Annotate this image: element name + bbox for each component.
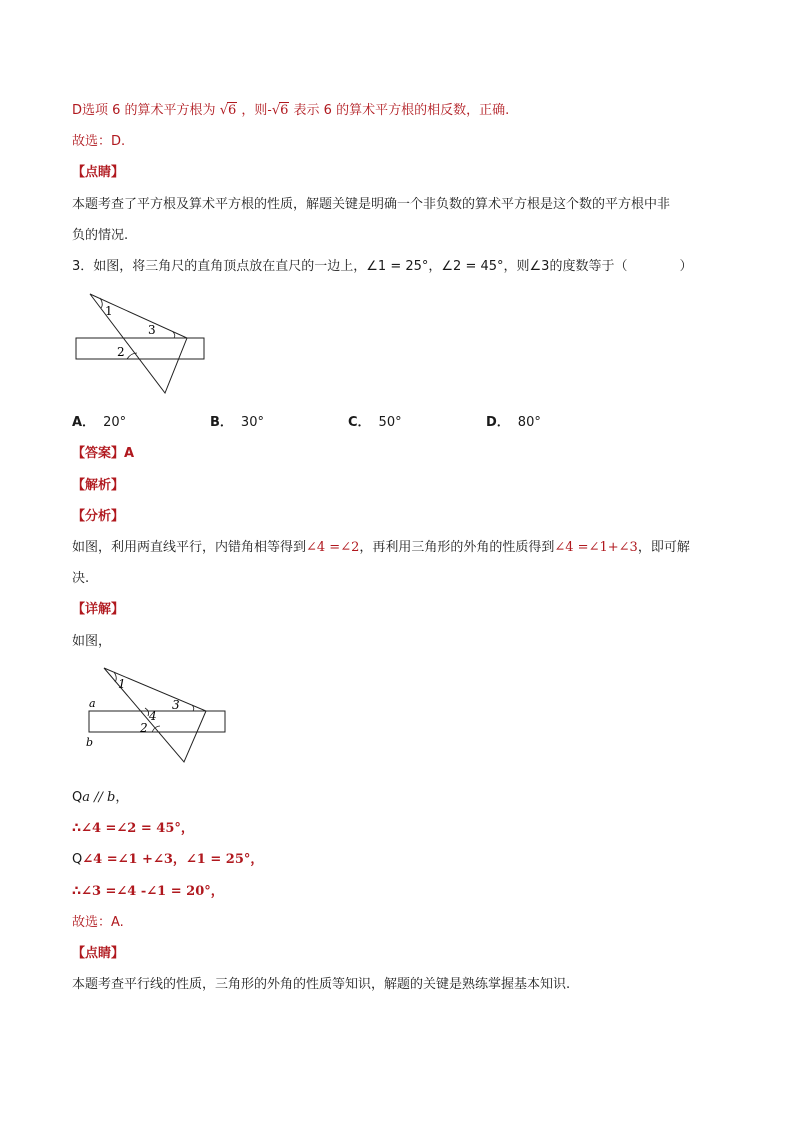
negative-sqrt-argument: 6 bbox=[280, 103, 289, 118]
sqrt-argument: 6 bbox=[227, 103, 237, 118]
sqrt-expression: √6 bbox=[219, 103, 237, 118]
step-3-math: ∠4 =∠1 +∠3 bbox=[82, 852, 173, 867]
step-2-suffix: ， bbox=[180, 821, 194, 836]
angle-3-arc bbox=[173, 332, 175, 338]
step-3-math-2: ∠1 = 25° bbox=[185, 852, 251, 867]
answer-value: A bbox=[124, 446, 135, 461]
question-figure-1 bbox=[72, 288, 212, 398]
question-figure-2 bbox=[82, 664, 232, 768]
negative-sign: - bbox=[267, 103, 272, 118]
fenxi-text-c: ，再利用三角形的外角的性质得到 bbox=[359, 540, 555, 555]
fenxi-text-e: ，即可解 bbox=[637, 540, 690, 555]
option-b-label: B． bbox=[210, 415, 233, 430]
q2-comment-line1: 本题考查了平方根及算术平方根的性质，解题关键是明确一个非负数的算术平方根是这个数的平方根中非 bbox=[72, 197, 671, 212]
option-c-label: C． bbox=[348, 415, 371, 430]
question-3-stem: 3．如图，将三角尺的直角顶点放在直尺的一边上，∠1 = 25°，∠2 = 45°，则∠3的度数等于（ ） bbox=[72, 259, 693, 274]
option-a-label: A． bbox=[72, 415, 96, 430]
fenxi-line1 bbox=[72, 539, 690, 557]
option-a[interactable] bbox=[72, 414, 126, 432]
step-4-suffix: ， bbox=[210, 884, 224, 899]
answer-tag: 【答案】 bbox=[72, 446, 125, 461]
detail-tag: 【详解】 bbox=[72, 602, 125, 617]
step-3-suffix: ， bbox=[250, 852, 264, 867]
step-3-prefix: Q bbox=[72, 852, 83, 867]
label-angle-2: 2 bbox=[140, 721, 148, 735]
label-line-b: b bbox=[86, 736, 94, 749]
step-4-math: ∠3 =∠4 -∠1 = 20° bbox=[81, 884, 211, 899]
option-d-mid: ，则 bbox=[241, 103, 268, 118]
label-angle-2: 2 bbox=[117, 345, 125, 359]
comment-tag: 【点睛】 bbox=[72, 946, 125, 961]
step-2-prefix: ∴ bbox=[72, 821, 82, 836]
step-4 bbox=[72, 883, 224, 901]
label-angle-1: 1 bbox=[105, 304, 113, 318]
fenxi-line2: 决. bbox=[72, 571, 90, 586]
option-c-value: 50° bbox=[378, 415, 402, 430]
step-3 bbox=[72, 851, 263, 869]
comment-text: 本题考查平行线的性质，三角形的外角的性质等知识，解题的关键是熟练掌握基本知识. bbox=[72, 977, 571, 992]
option-d[interactable] bbox=[486, 414, 541, 432]
label-line-a: a bbox=[89, 697, 96, 710]
fenxi-tag: 【分析】 bbox=[72, 509, 125, 524]
option-a-value: 20° bbox=[103, 415, 127, 430]
analysis-tag: 【解析】 bbox=[72, 478, 125, 493]
label-angle-3: 3 bbox=[148, 323, 156, 337]
step-3-mid: ， bbox=[172, 852, 186, 867]
q2-answer: 故选：D. bbox=[72, 134, 126, 149]
option-d-label: D． bbox=[486, 415, 510, 430]
fenxi-math-2: ∠4 =∠1+∠3 bbox=[554, 540, 638, 555]
detail-intro: 如图， bbox=[72, 634, 112, 649]
q2-comment-line2: 负的情况. bbox=[72, 228, 129, 243]
label-angle-3: 3 bbox=[172, 698, 180, 712]
q2-comment-tag: 【点睛】 bbox=[72, 165, 125, 180]
option-d-explanation bbox=[72, 102, 509, 120]
step-4-prefix: ∴ bbox=[72, 884, 82, 899]
negative-sqrt-expression: √6 bbox=[271, 103, 289, 118]
answer-line bbox=[72, 445, 134, 463]
step-2-math: ∠4 =∠2 = 45° bbox=[81, 821, 181, 836]
option-b[interactable] bbox=[210, 414, 264, 432]
step-1 bbox=[72, 789, 128, 807]
step-1-suffix: ， bbox=[115, 790, 129, 805]
option-d-suffix: 表示 6 的算术平方根的相反数，正确. bbox=[293, 103, 510, 118]
step-1-math: a // b bbox=[82, 790, 116, 805]
option-c[interactable] bbox=[348, 414, 402, 432]
label-angle-1: 1 bbox=[118, 677, 126, 691]
step-1-prefix: Q bbox=[72, 790, 83, 805]
label-angle-4: 4 bbox=[149, 709, 157, 723]
final-answer: 故选：A. bbox=[72, 915, 124, 930]
fenxi-text-a: 如图，利用两直线平行，内错角相等得到 bbox=[72, 540, 307, 555]
ruler bbox=[76, 338, 204, 359]
option-d-prefix: D选项 6 的算术平方根为 bbox=[72, 103, 216, 118]
option-b-value: 30° bbox=[240, 415, 264, 430]
option-d-value: 80° bbox=[517, 415, 541, 430]
step-2 bbox=[72, 820, 194, 838]
fenxi-math-1: ∠4 =∠2 bbox=[306, 540, 360, 555]
